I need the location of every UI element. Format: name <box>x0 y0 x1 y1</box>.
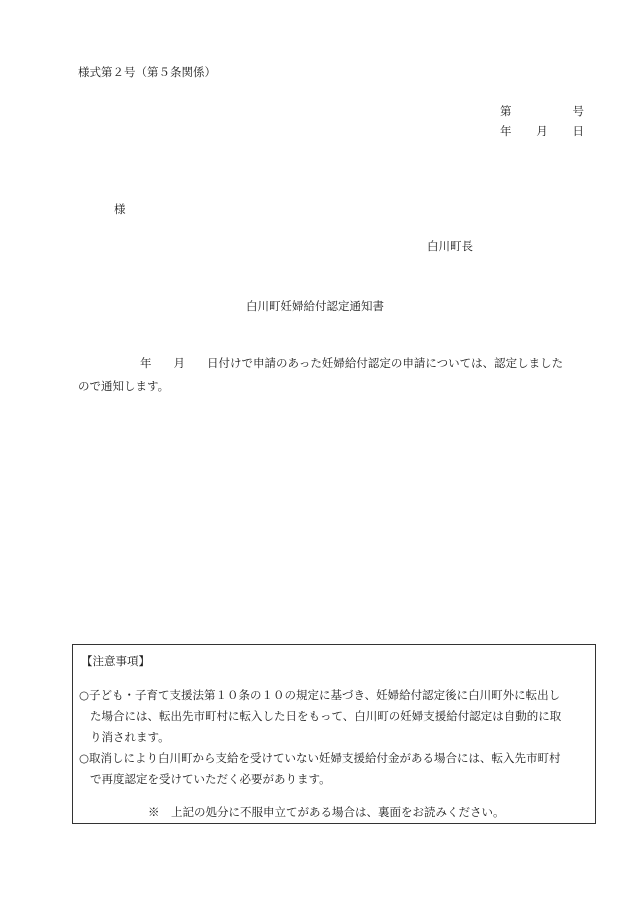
recipient-honorific: 様 <box>114 202 126 216</box>
form-number: 様式第２号（第５条関係） <box>78 65 216 79</box>
document-number-prefix: 第 <box>500 104 512 118</box>
notes-box <box>72 644 596 824</box>
date-month: 月 <box>536 124 548 138</box>
date-day: 日 <box>572 124 584 138</box>
notes-item-1 <box>79 685 591 748</box>
document-number <box>500 106 584 118</box>
notes-item-2-line-1: ○取消しにより白川町から支給を受けていない妊婦支援給付金がある場合には、転入先市町村 <box>79 751 561 765</box>
notes-item-2-line-2: で再度認定を受けていただく必要があります。 <box>90 772 331 786</box>
notes-item-1-line-2: た場合には、転出先市町村に転入した日をもって、白川町の妊婦支援給付認定は自動的に取 <box>90 709 562 723</box>
body-line-1 <box>78 358 588 370</box>
notes-item-2 <box>79 748 591 790</box>
notes-heading: 【注意事項】 <box>81 654 150 668</box>
body-text: 日付けで申請のあった妊婦給付認定の申請については、認定しました <box>207 356 564 370</box>
document-title: 白川町妊婦給付認定通知書 <box>246 299 384 313</box>
body-month: 月 <box>173 356 185 370</box>
body-line-2: ので通知します。 <box>78 379 170 393</box>
document-date <box>500 126 584 138</box>
notes-item-1-line-3: り消されます。 <box>90 730 170 744</box>
notes-item-1-line-1: ○子ども・子育て支援法第１０条の１０の規定に基づき、妊婦給付認定後に白川町外に転出し <box>79 688 561 702</box>
document-number-suffix: 号 <box>572 104 584 118</box>
sender-name: 白川町長 <box>427 239 473 253</box>
date-year: 年 <box>500 124 512 138</box>
body-year: 年 <box>140 356 152 370</box>
notes-reference: ※ 上記の処分に不服申立てがある場合は、裏面をお読みください。 <box>148 805 505 819</box>
